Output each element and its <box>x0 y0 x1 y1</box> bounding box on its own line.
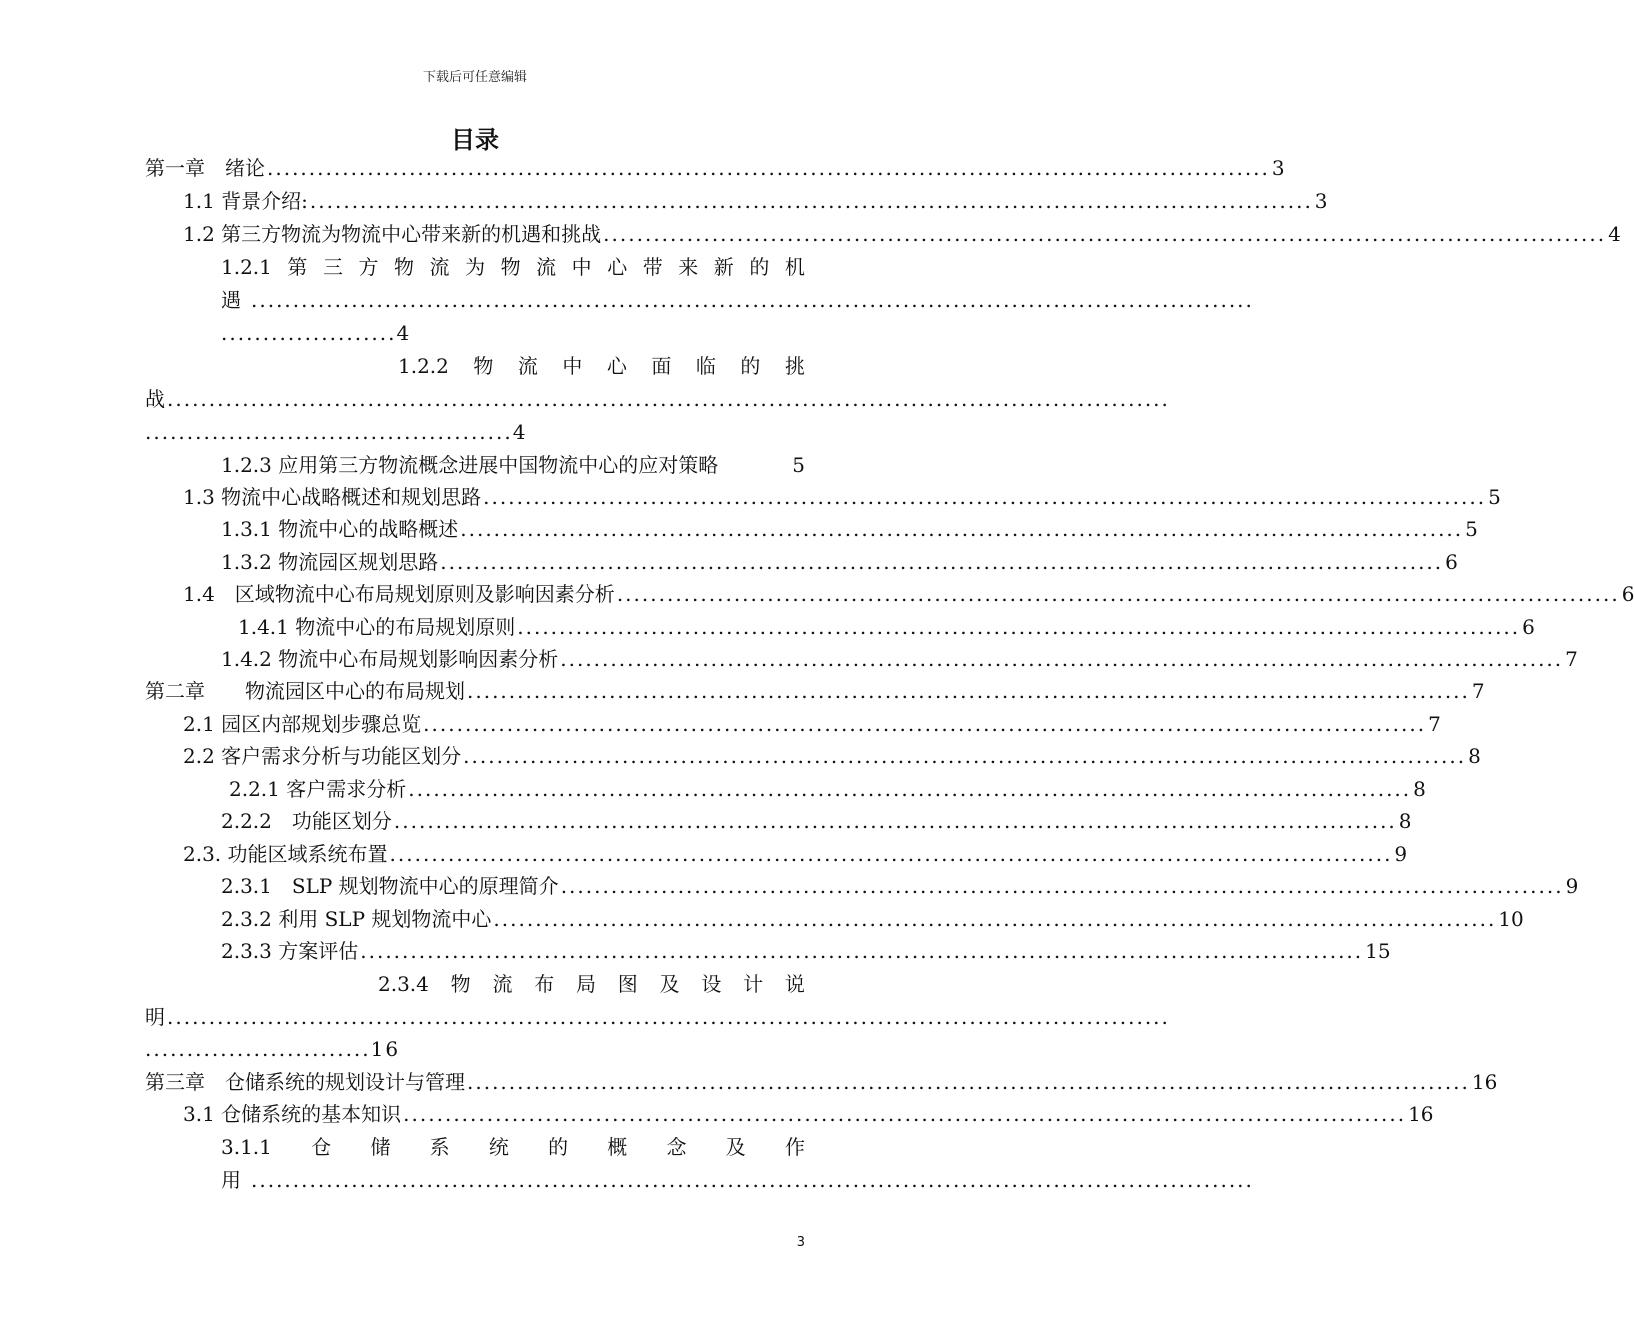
toc-entry-3-1-1-line2 <box>221 1164 1254 1196</box>
toc-entry-ch3[interactable] <box>145 1066 1498 1098</box>
toc-leader: ........................................................................................................................ <box>251 1168 1254 1192</box>
toc-page: 9 <box>1565 874 1579 898</box>
toc-entry-2-2[interactable] <box>183 740 1481 772</box>
toc-page: 6 <box>1522 615 1535 639</box>
toc-page: 8 <box>1468 744 1481 768</box>
toc-entry-1-3-2[interactable] <box>221 546 1458 578</box>
toc-leader: ........................... <box>145 1037 371 1061</box>
toc-leader: ........................................................................................................................ <box>309 189 1313 213</box>
toc-word: 概 <box>607 1135 628 1159</box>
toc-word: 挑 <box>784 354 805 378</box>
toc-entry-1-2-3[interactable] <box>221 449 805 481</box>
toc-leader: ........................................................................................................................ <box>440 550 1444 574</box>
toc-page: 16 <box>1408 1102 1434 1126</box>
toc-label: 2.3.3 方案评估 <box>221 939 359 963</box>
toc-word: 物 <box>473 354 494 378</box>
toc-page: 5 <box>1488 485 1501 509</box>
toc-word: 流 <box>536 255 557 279</box>
toc-leader: ........................................................................................................................ <box>560 874 1564 898</box>
toc-word: 1.2.1 <box>221 255 272 279</box>
toc-entry-1-2[interactable] <box>183 218 1621 250</box>
toc-entry-1-4[interactable] <box>183 578 1634 610</box>
toc-label: 明 <box>145 1005 165 1029</box>
toc-word: 物 <box>450 972 471 996</box>
toc-word: 心 <box>606 354 627 378</box>
toc-word: 作 <box>785 1135 805 1159</box>
toc-leader: ..................... <box>221 321 397 345</box>
toc-page: 6 <box>1445 550 1458 574</box>
toc-word: 的 <box>749 255 770 279</box>
toc-entry-1-2-1-line2 <box>221 284 1254 316</box>
toc-page: 7 <box>1565 647 1578 671</box>
toc-word: 第 <box>287 255 308 279</box>
toc-word: 机 <box>784 255 805 279</box>
toc-leader: ........................................................................................................................ <box>389 842 1393 866</box>
toc-word: 说 <box>784 972 805 996</box>
toc-word: 中 <box>571 255 592 279</box>
toc-word: 系 <box>429 1135 450 1159</box>
toc-entry-3-1[interactable] <box>183 1098 1434 1130</box>
toc-entry-2-3-2[interactable] <box>221 903 1524 935</box>
toc-leader: ........................................................................................................................ <box>423 712 1427 736</box>
toc-leader: ........................................................................................................................ <box>463 744 1467 768</box>
toc-page: 4 <box>1608 222 1621 246</box>
toc-word: 新 <box>713 255 734 279</box>
toc-entry-3-1-1-line1[interactable] <box>221 1131 805 1163</box>
toc-entry-1-1[interactable] <box>183 185 1328 217</box>
toc-word: 心 <box>607 255 628 279</box>
toc-label: 用 <box>221 1168 241 1192</box>
toc-word: 及 <box>725 1135 746 1159</box>
toc-word: 1.2.2 <box>398 354 449 378</box>
toc-entry-ch2[interactable] <box>145 675 1485 707</box>
toc-leader: ........................................................................................................................ <box>403 1102 1407 1126</box>
toc-word: 物 <box>394 255 415 279</box>
toc-word: 储 <box>370 1135 391 1159</box>
toc-label: 3.1 仓储系统的基本知识 <box>183 1102 402 1126</box>
toc-word: 物 <box>500 255 521 279</box>
toc-page: 7 <box>1428 712 1441 736</box>
toc-entry-1-4-2[interactable] <box>221 643 1578 675</box>
toc-title: 目录 <box>451 126 499 154</box>
toc-label: 1.3.2 物流园区规划思路 <box>221 550 439 574</box>
toc-leader: ........................................................................................................................ <box>493 907 1497 931</box>
page-number: 3 <box>796 1235 805 1250</box>
toc-word: 及 <box>659 972 680 996</box>
toc-label: 2.3.2 利用 SLP 规划物流中心 <box>221 907 492 931</box>
toc-leader: ........................................................................................................................ <box>267 156 1270 180</box>
toc-leader: ........................................................................................................................ <box>167 387 1170 411</box>
toc-entry-2-3-4-line1[interactable] <box>378 968 805 1000</box>
toc-label: 2.2.1 客户需求分析 <box>229 777 407 801</box>
toc-entry-2-3-3[interactable] <box>221 935 1391 967</box>
toc-word: 设 <box>701 972 722 996</box>
toc-page: 6 <box>1621 582 1634 606</box>
toc-word: 三 <box>322 255 343 279</box>
toc-word: 带 <box>642 255 663 279</box>
toc-entry-1-3-1[interactable] <box>221 513 1478 545</box>
toc-entry-1-2-2-line2 <box>145 383 1170 415</box>
toc-leader: ........................................................................................................................ <box>251 288 1254 312</box>
toc-word: 方 <box>358 255 379 279</box>
toc-word: 流 <box>492 972 513 996</box>
toc-page: 3 <box>1314 189 1328 213</box>
toc-word: 流 <box>429 255 450 279</box>
toc-label: 第三章 仓储系统的规划设计与管理 <box>145 1070 465 1094</box>
toc-entry-1-4-1[interactable] <box>238 611 1535 643</box>
toc-entry-2-2-2[interactable] <box>221 805 1412 837</box>
toc-leader: ........................................................................................................................ <box>393 809 1397 833</box>
toc-page: 4 <box>512 420 528 444</box>
toc-entry-2-1[interactable] <box>183 708 1441 740</box>
toc-label: 战 <box>145 387 165 411</box>
toc-word: 流 <box>517 354 538 378</box>
toc-page: 5 <box>792 453 805 477</box>
toc-label: 1.1 背景介绍: <box>183 189 308 213</box>
toc-leader: ........................................................................................................................ <box>616 582 1620 606</box>
toc-word: 图 <box>617 972 638 996</box>
toc-page: 16 <box>370 1037 401 1061</box>
toc-word: 计 <box>743 972 764 996</box>
toc-page: 15 <box>1365 939 1391 963</box>
toc-leader: ........................................................................................................................ <box>460 517 1464 541</box>
toc-entry-2-3-4-line3 <box>145 1033 400 1065</box>
toc-entry-ch1[interactable] <box>145 152 1285 184</box>
toc-leader: ........................................................................................................................ <box>560 647 1564 671</box>
toc-word: 布 <box>534 972 555 996</box>
toc-page: 8 <box>1413 777 1426 801</box>
toc-label: 第一章 绪论 <box>145 156 265 180</box>
toc-entry-1-2-1-line1[interactable] <box>221 251 805 283</box>
toc-leader: ........................................................................................................................ <box>483 485 1487 509</box>
toc-page: 8 <box>1398 809 1412 833</box>
toc-label: 2.2 客户需求分析与功能区划分 <box>183 744 462 768</box>
toc-word: 的 <box>740 354 761 378</box>
toc-leader: ........................................................................................................................ <box>360 939 1364 963</box>
toc-entry-1-2-2-line3 <box>145 416 527 448</box>
toc-leader: ........................................................................................................................ <box>167 1005 1170 1029</box>
toc-label: 1.4.2 物流中心布局规划影响因素分析 <box>221 647 559 671</box>
toc-label: 1.2 第三方物流为物流中心带来新的机遇和挑战 <box>183 222 602 246</box>
toc-entry-1-2-1-line3 <box>221 317 411 349</box>
toc-word: 统 <box>488 1135 509 1159</box>
toc-label: 1.4 区域物流中心布局规划原则及影响因素分析 <box>183 582 615 606</box>
toc-word: 3.1.1 <box>221 1135 272 1159</box>
toc-word: 面 <box>651 354 672 378</box>
toc-word: 念 <box>666 1135 687 1159</box>
toc-leader: ........................................................................................................................ <box>467 1070 1470 1094</box>
toc-entry-2-3[interactable] <box>183 838 1408 870</box>
toc-word: 来 <box>678 255 699 279</box>
toc-entry-2-3-4-line2 <box>145 1001 1170 1033</box>
toc-page: 5 <box>1465 517 1478 541</box>
toc-word: 为 <box>465 255 486 279</box>
toc-label: 遇 <box>221 288 241 312</box>
toc-word: 临 <box>695 354 716 378</box>
toc-page: 4 <box>396 321 412 345</box>
toc-entry-2-3-1[interactable] <box>221 870 1579 902</box>
toc-label: 1.3 物流中心战略概述和规划思路 <box>183 485 482 509</box>
toc-page: 9 <box>1394 842 1408 866</box>
toc-page: 3 <box>1271 156 1285 180</box>
toc-label: 1.3.1 物流中心的战略概述 <box>221 517 459 541</box>
toc-leader: ............................................ <box>145 420 513 444</box>
toc-leader: ........................................................................................................................ <box>408 777 1412 801</box>
toc-label: 1.2.3 应用第三方物流概念进展中国物流中心的应对策略 <box>221 453 719 477</box>
toc-leader: ........................................................................................................................ <box>517 615 1521 639</box>
toc-word: 仓 <box>311 1135 332 1159</box>
toc-label: 第二章 物流园区中心的布局规划 <box>145 679 465 703</box>
toc-leader: ........................................................................................................................ <box>603 222 1607 246</box>
toc-page: 7 <box>1471 679 1485 703</box>
toc-leader: ........................................................................................................................ <box>467 679 1470 703</box>
toc-label: 1.4.1 物流中心的布局规划原则 <box>238 615 516 639</box>
toc-word: 的 <box>548 1135 569 1159</box>
toc-label: 2.3.1 SLP 规划物流中心的原理简介 <box>221 874 559 898</box>
toc-word: 局 <box>576 972 597 996</box>
toc-entry-1-2-2-line1[interactable] <box>398 350 805 382</box>
page-header: 下载后可任意编辑 <box>422 70 527 85</box>
toc-page: 16 <box>1471 1070 1498 1094</box>
toc-word: 中 <box>562 354 583 378</box>
toc-label: 2.3. 功能区域系统布置 <box>183 842 388 866</box>
toc-page: 10 <box>1498 907 1524 931</box>
toc-word: 2.3.4 <box>378 972 429 996</box>
toc-label: 2.1 园区内部规划步骤总览 <box>183 712 422 736</box>
toc-entry-2-2-1[interactable] <box>229 773 1426 805</box>
toc-label: 2.2.2 功能区划分 <box>221 809 392 833</box>
toc-entry-1-3[interactable] <box>183 481 1501 513</box>
